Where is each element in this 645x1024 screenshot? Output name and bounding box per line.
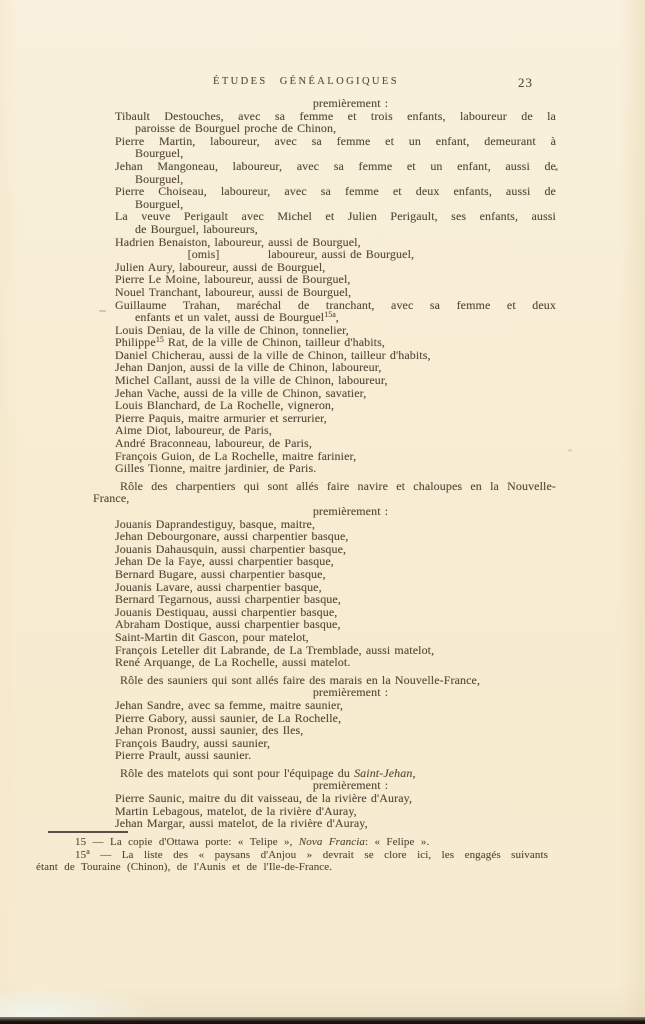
text-line: Jehan Pronost, aussi saunier, des Iles,	[115, 723, 304, 738]
text-line: Louis Deniau, de la ville de Chinon, tonnelier,	[115, 322, 349, 337]
list-entry	[93, 336, 556, 349]
text-line: 15$^a$ — La liste des « paysans d'Anjou » devrait se clore ici, les engagés suivants	[75, 846, 548, 861]
text-line: paroisse de Bourguel proche de Chinon,	[135, 121, 337, 136]
text-line: [omis] laboureur, aussi de Bourguel,	[115, 247, 415, 262]
text-line: Jehan Danjon, aussi de la ville de Chinon, laboureur,	[115, 360, 382, 375]
text-line: Pierre Prault, aussi saunier.	[115, 748, 252, 763]
page-number: 23	[518, 75, 533, 90]
text-line: Bourguel,	[135, 196, 184, 211]
footnote-separator	[48, 831, 128, 833]
text-line: Tibault Destouches, avec sa femme et trois enfants, laboureur de la	[115, 108, 556, 123]
engages-list	[93, 110, 556, 475]
text-line: Jehan Margar, aussi matelot, de la rivière d'Auray,	[115, 816, 368, 831]
list-entry	[93, 185, 556, 210]
text-line: Bourguel,	[135, 146, 184, 161]
text-line: Pierre Saunic, maitre du dit vaisseau, de la rivière d'Auray,	[115, 791, 413, 806]
text-line: enfants et un valet, aussi de Bourguel$^{15a}$,	[135, 310, 339, 325]
text-line: Bourguel,	[135, 171, 184, 186]
text-line: Jehan Debourgonare, aussi charpentier basque,	[115, 529, 349, 544]
text-line: Daniel Chicherau, aussi de la ville de Chinon, tailleur d'habits,	[115, 347, 431, 362]
text-line: La veuve Perigault avec Michel et Julien Perigault, ses enfants, aussi	[115, 209, 556, 224]
footnote-item	[36, 836, 548, 849]
list-entry	[93, 286, 556, 299]
list-entry	[93, 724, 556, 737]
running-title: ÉTUDES GÉNÉALOGIQUES	[213, 76, 399, 87]
role-paragraph	[93, 480, 556, 505]
footnote-item	[36, 846, 548, 874]
text-line: de Bourguel, laboureurs,	[135, 221, 258, 236]
list-entry	[93, 792, 556, 805]
scan-bottom-bar	[0, 1017, 645, 1024]
text-line: Bernard Bugare, aussi charpentier basque,	[115, 566, 326, 581]
text-line: René Arquange, de La Rochelle, aussi matelot.	[115, 655, 351, 670]
list-entry	[93, 135, 556, 160]
list-entry	[93, 210, 556, 235]
list-entry	[93, 299, 556, 324]
text-line: Rôle des sauniers qui sont allés faire des marais en la Nouvelle-France,	[120, 672, 481, 687]
list-entry	[93, 656, 556, 669]
text-line: Saint-Martin dit Gascon, pour matelot,	[115, 629, 309, 644]
text-line: Louis Blanchard, de La Rochelle, vigneron,	[115, 398, 335, 413]
engages-list	[93, 699, 556, 762]
text-line: Aime Diot, laboureur, de Paris,	[115, 423, 272, 438]
list-entry	[93, 568, 556, 581]
text-line: Bernard Tegarnous, aussi charpentier basque,	[115, 592, 341, 607]
text-line: Pierre Martin, laboureur, avec sa femme et un enfant, demeurant à	[115, 133, 556, 148]
text-line: France,	[93, 491, 130, 506]
premierement-label: premièrement :	[312, 685, 389, 700]
text-line: Pierre Gabory, aussi saunier, de La Rochelle,	[115, 710, 342, 725]
list-entry	[93, 699, 556, 712]
text-line: Jouanis Lavare, aussi charpentier basque,	[115, 579, 322, 594]
list-entry	[93, 749, 556, 762]
text-line: Philippe$^{15}$ Rat, de la ville de Chinon, tailleur d'habits,	[115, 335, 385, 350]
text-line: Hadrien Benaiston, laboureur, aussi de Bourguel,	[115, 234, 361, 249]
list-entry	[93, 462, 556, 475]
list-entry	[93, 530, 556, 543]
premierement-label: premièrement :	[312, 504, 389, 518]
text-line: Nouel Tranchant, laboureur, aussi de Bourguel,	[115, 284, 352, 299]
text-line: François Baudry, aussi saunier,	[115, 735, 271, 750]
list-entry	[93, 437, 556, 450]
text-line: Martin Lebagous, matelot, de la rivière d'Auray,	[115, 803, 357, 818]
text-line: Jouanis Dahausquin, aussi charpentier basque,	[115, 541, 347, 556]
list-entry	[93, 110, 556, 135]
text-line: François Guion, de La Rochelle, maitre farinier,	[115, 448, 357, 463]
page-header	[0, 76, 645, 92]
list-entry	[93, 399, 556, 412]
list-entry	[93, 631, 556, 644]
text-line: Julien Aury, laboureur, aussi de Bourguel,	[115, 259, 326, 274]
text-line: Rôle des matelots qui sont pour l'équipage du Saint-Jehan,	[120, 765, 416, 780]
text-line: Pierre Choiseau, laboureur, avec sa femme et deux enfants, aussi de	[115, 184, 556, 199]
text-line: Pierre Le Moine, laboureur, aussi de Bourguel,	[115, 272, 351, 287]
content-column	[93, 97, 556, 830]
text-line: Pierre Paquis, maitre armurier et serrurier,	[115, 410, 327, 425]
list-entry	[93, 593, 556, 606]
text-line: Gilles Tionne, maitre jardinier, de Paris.	[115, 461, 317, 476]
text-line: André Braconneau, laboureur, de Paris,	[115, 436, 312, 451]
text-line: Jouanis Destiquau, aussi charpentier basque,	[115, 604, 338, 619]
footnotes	[36, 836, 548, 874]
text-line: Jehan Sandre, avec sa femme, maitre saunier,	[115, 697, 344, 712]
text-line: 15 — La copie d'Ottawa porte: « Telipe », Nova Francia: « Felipe ».	[75, 836, 430, 848]
text-line: Michel Callant, aussi de la ville de Chinon, laboureur,	[115, 373, 388, 388]
scan-speck	[568, 449, 572, 452]
list-entry	[93, 374, 556, 387]
list-entry	[93, 248, 556, 261]
list-entry	[93, 160, 556, 185]
text-line: Rôle des charpentiers qui sont allés faire navire et chaloupes en la Nouvelle-	[120, 478, 556, 493]
text-line: Abraham Dostique, aussi charpentier basque,	[115, 617, 341, 632]
text-line: Jouanis Daprandestiguy, basque, maitre,	[115, 516, 316, 531]
text-line: étant de Touraine (Chinon), de l'Aunis et de l'Ile-de-France.	[36, 861, 333, 873]
premierement-label: premièrement :	[312, 96, 389, 110]
engages-list	[93, 518, 556, 669]
text-line: Jehan De la Faye, aussi charpentier basque,	[115, 554, 334, 569]
premierement-label: premièrement :	[312, 778, 389, 793]
text-line: Jehan Mangoneau, laboureur, avec sa femme et un enfant, aussi de	[115, 158, 556, 173]
text-line: François Leteller dit Labrande, de La Tremblade, aussi matelot,	[115, 642, 435, 657]
text-line: Jehan Vache, aussi de la ville de Chinon, savatier,	[115, 385, 367, 400]
text-line: Guillaume Trahan, maréchal de tranchant, avec sa femme et deux	[115, 297, 556, 312]
engages-list	[93, 792, 556, 830]
list-entry	[93, 817, 556, 830]
